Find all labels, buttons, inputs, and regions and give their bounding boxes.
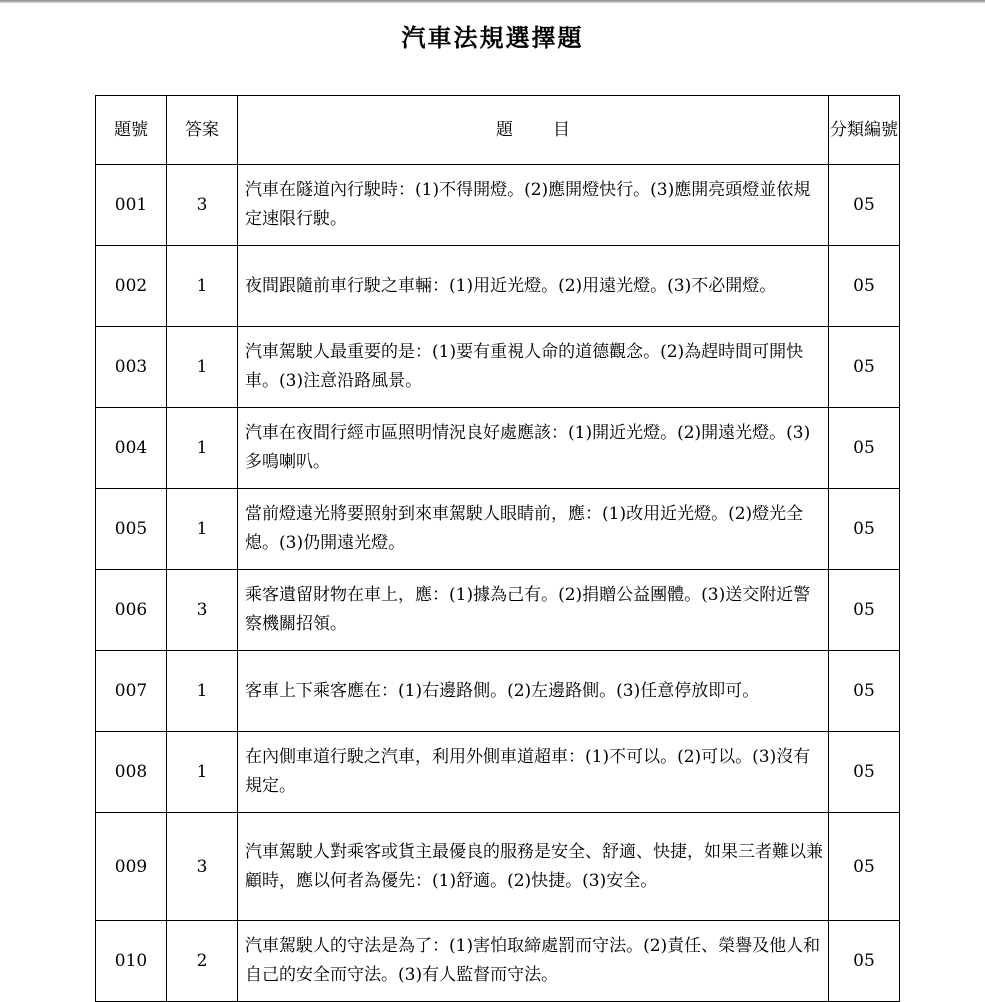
question-text: 汽車駕駛人最重要的是：(1)要有重視人命的道德觀念。(2)為趕時間可開快車。(3)注意沿路風景。 [238,327,829,408]
header-number: 題號 [96,96,167,165]
question-category: 05 [829,651,900,732]
question-text: 當前燈遠光將要照射到來車駕駛人眼睛前，應：(1)改用近光燈。(2)燈光全熄。(3)仍開遠光燈。 [238,489,829,570]
table-row [96,732,900,813]
table-row [96,246,900,327]
table-row [96,921,900,1002]
header-question [238,96,829,165]
table-row [96,813,900,921]
table-row [96,165,900,246]
question-category: 05 [829,570,900,651]
question-text: 汽車駕駛人對乘客或貨主最優良的服務是安全、舒適、快捷，如果三者難以兼顧時，應以何者為優先：(1)舒適。(2)快捷。(3)安全。 [238,813,829,921]
table-row [96,327,900,408]
question-answer: 3 [167,570,238,651]
question-number: 006 [96,570,167,651]
table-row [96,570,900,651]
question-answer: 1 [167,489,238,570]
question-number: 001 [96,165,167,246]
question-number: 005 [96,489,167,570]
question-text: 汽車駕駛人的守法是為了：(1)害怕取締處罰而守法。(2)責任、榮譽及他人和自己的安全而守法。(3)有人監督而守法。 [238,921,829,1002]
question-category: 05 [829,813,900,921]
table-row [96,651,900,732]
question-category: 05 [829,732,900,813]
question-category: 05 [829,165,900,246]
question-number: 007 [96,651,167,732]
question-category: 05 [829,921,900,1002]
question-answer: 1 [167,408,238,489]
question-answer: 1 [167,327,238,408]
question-table [95,95,900,1002]
question-answer: 1 [167,651,238,732]
question-answer: 3 [167,813,238,921]
question-number: 010 [96,921,167,1002]
question-answer: 3 [167,165,238,246]
question-category: 05 [829,408,900,489]
question-number: 009 [96,813,167,921]
question-answer: 2 [167,921,238,1002]
question-text: 汽車在夜間行經市區照明情況良好處應該：(1)開近光燈。(2)開遠光燈。(3)多鳴喇叭。 [238,408,829,489]
header-question-part-a: 題 [496,120,513,140]
question-number: 003 [96,327,167,408]
page-title: 汽車法規選擇題 [401,23,584,52]
question-category: 05 [829,489,900,570]
question-category: 05 [829,246,900,327]
question-text: 夜間跟隨前車行駛之車輛：(1)用近光燈。(2)用遠光燈。(3)不必開燈。 [238,246,829,327]
question-number: 002 [96,246,167,327]
page-top-edge [0,0,985,3]
header-question-part-b: 目 [553,120,570,140]
question-text: 汽車在隧道內行駛時：(1)不得開燈。(2)應開燈快行。(3)應開亮頭燈並依規定速限行駛。 [238,165,829,246]
question-text: 乘客遺留財物在車上，應：(1)據為己有。(2)捐贈公益團體。(3)送交附近警察機關招領。 [238,570,829,651]
question-number: 004 [96,408,167,489]
question-answer: 1 [167,246,238,327]
table-header-row [96,96,900,165]
question-number: 008 [96,732,167,813]
question-answer: 1 [167,732,238,813]
question-text: 客車上下乘客應在：(1)右邊路側。(2)左邊路側。(3)任意停放即可。 [238,651,829,732]
header-category: 分類編號 [829,96,900,165]
table-row [96,408,900,489]
header-answer: 答案 [167,96,238,165]
table-row [96,489,900,570]
question-text: 在內側車道行駛之汽車，利用外側車道超車：(1)不可以。(2)可以。(3)沒有規定。 [238,732,829,813]
question-category: 05 [829,327,900,408]
